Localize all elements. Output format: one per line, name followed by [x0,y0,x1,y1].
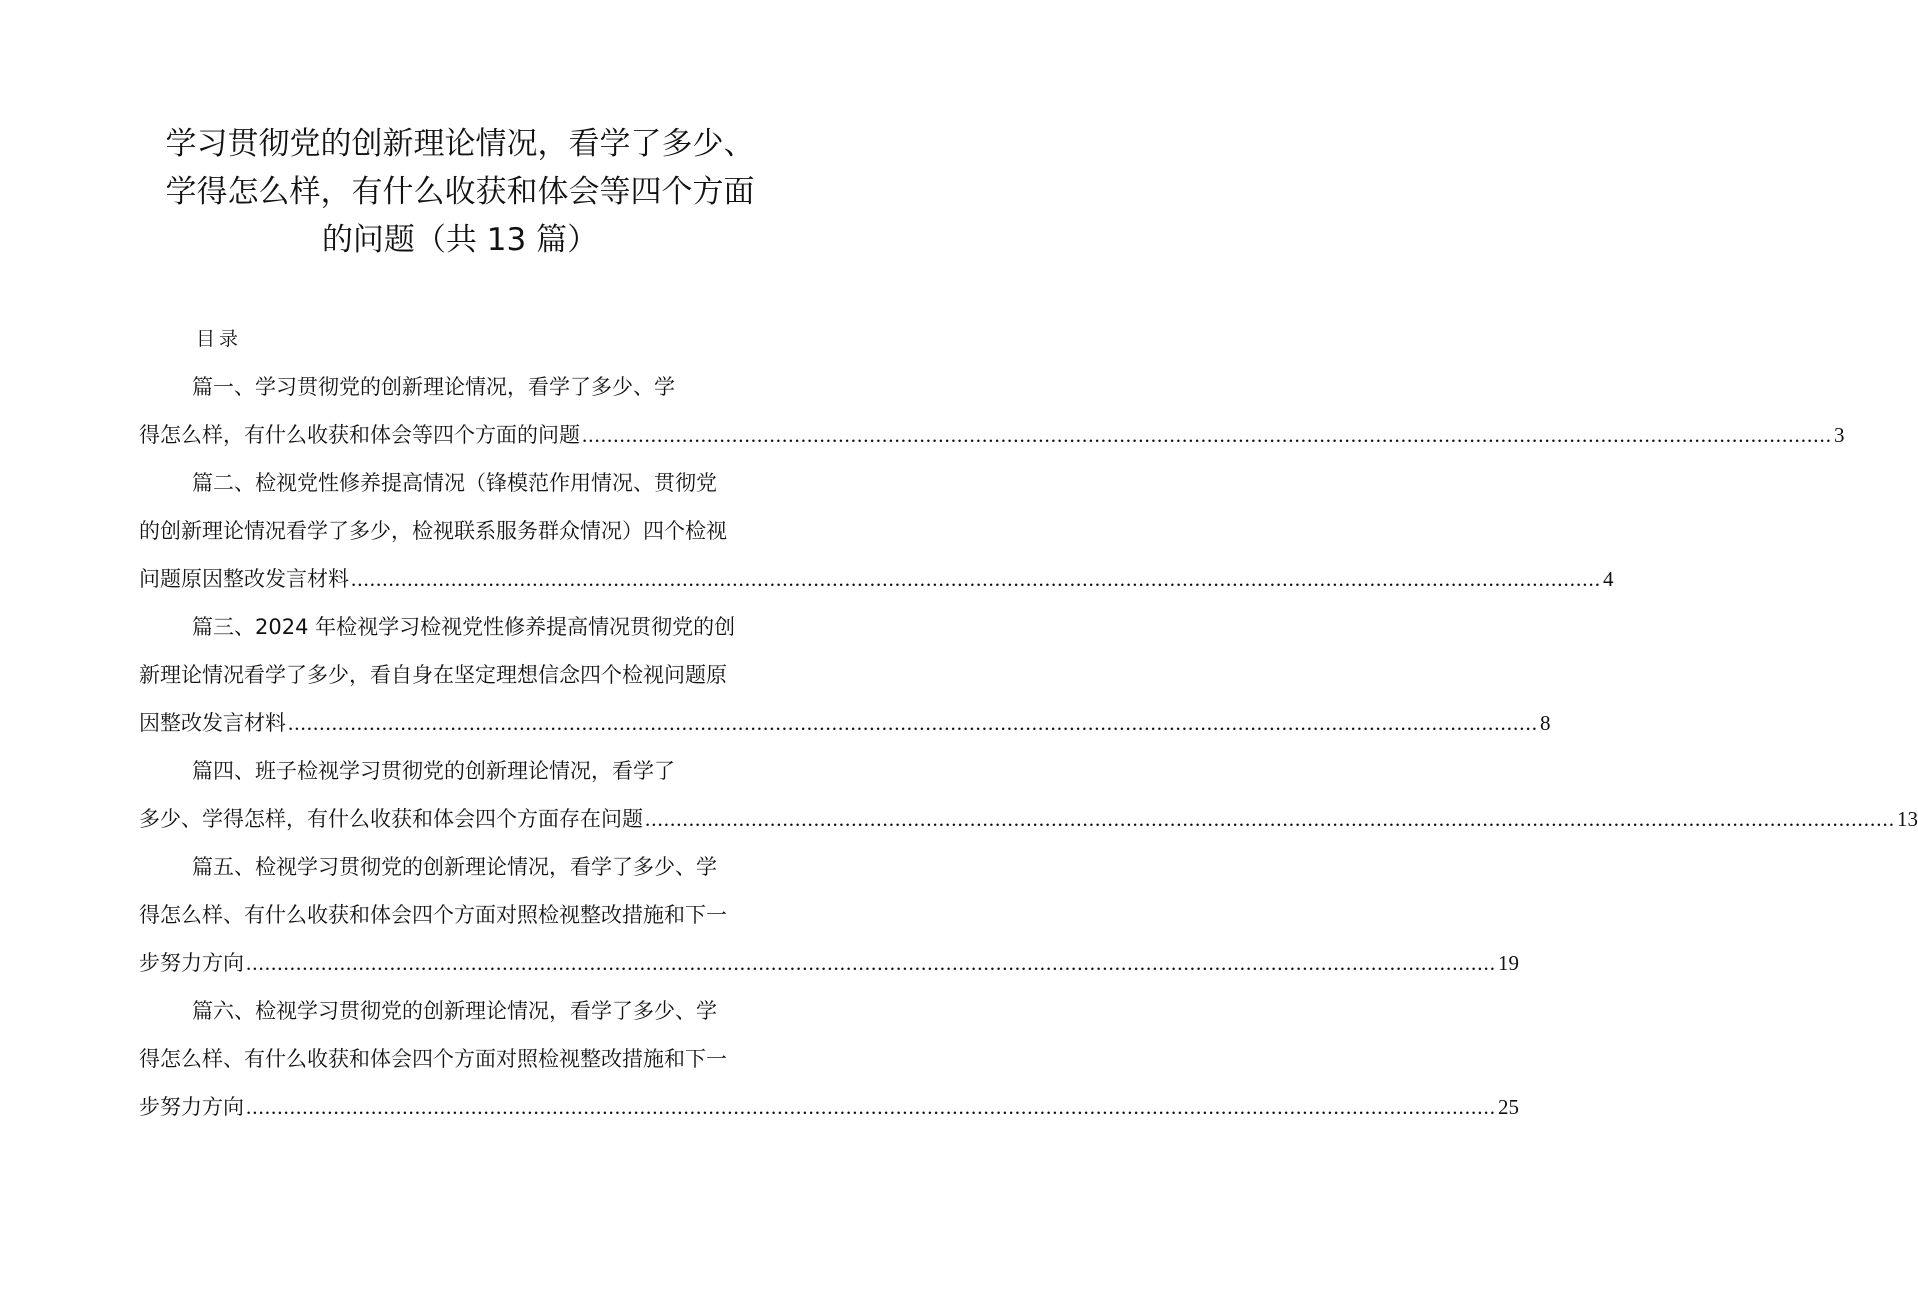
toc-page-number: 13 [1897,807,1918,831]
toc-entry-line: 篇三、2024 年检视学习检视党性修养提高情况贯彻党的创 [192,615,736,639]
toc-dot-leader: ........................................................................................................................................................................................................ [645,807,1895,831]
toc-entry-text: 步努力方向 [139,951,244,975]
toc-entry-line: 新理论情况看学了多少，看自身在坚定理想信念四个检视问题原 [139,663,727,687]
toc-page-number: 4 [1603,567,1614,591]
toc-entry-line: 篇四、班子检视学习贯彻党的创新理论情况，看学了 [192,759,675,783]
title-line: 学习贯彻党的创新理论情况，看学了多少、 [165,126,755,162]
title-line: 学得怎么样，有什么收获和体会等四个方面 [165,174,755,210]
toc-entry[interactable] [139,843,1519,987]
toc-entry-line: 篇六、检视学习贯彻党的创新理论情况，看学了多少、学 [192,999,717,1023]
toc-dot-leader: ........................................................................................................................................................................................................ [246,1095,1496,1119]
toc-entry[interactable] [139,459,1614,603]
toc-entry-line [139,939,1519,987]
toc-entry[interactable] [139,363,1845,459]
toc-entry-line [139,555,1614,603]
table-of-contents [139,363,1918,1131]
toc-page-number: 19 [1498,951,1519,975]
toc-entry-line: 篇二、检视党性修养提高情况（锋模范作用情况、贯彻党 [192,471,717,495]
toc-entry-line [139,699,1551,747]
toc-entry[interactable] [139,987,1519,1131]
toc-entry-line [139,1083,1519,1131]
document-title [120,120,800,264]
toc-page-number: 8 [1540,711,1551,735]
toc-dot-leader: ........................................................................................................................................................................................................ [351,567,1601,591]
toc-entry-text: 因整改发言材料 [139,711,286,735]
toc-page-number: 25 [1498,1095,1519,1119]
toc-entry-line: 得怎么样、有什么收获和体会四个方面对照检视整改措施和下一 [139,903,727,927]
toc-entry[interactable] [139,603,1551,747]
toc-entry-line: 篇五、检视学习贯彻党的创新理论情况，看学了多少、学 [192,855,717,879]
toc-page-number: 3 [1834,423,1845,447]
toc-dot-leader: ........................................................................................................................................................................................................ [246,951,1496,975]
toc-entry-text: 多少、学得怎样，有什么收获和体会四个方面存在问题 [139,807,643,831]
title-line: 的问题（共 13 篇） [321,222,599,258]
toc-entry[interactable] [139,747,1918,843]
toc-entry-text: 问题原因整改发言材料 [139,567,349,591]
toc-entry-text: 得怎么样，有什么收获和体会等四个方面的问题 [139,423,580,447]
toc-entry-line [139,411,1845,459]
toc-dot-leader: ........................................................................................................................................................................................................ [288,711,1538,735]
toc-entry-line: 的创新理论情况看学了多少，检视联系服务群众情况）四个检视 [139,519,727,543]
toc-dot-leader: ........................................................................................................................................................................................................ [582,423,1832,447]
toc-entry-line: 篇一、学习贯彻党的创新理论情况，看学了多少、学 [192,375,675,399]
toc-entry-line: 得怎么样、有什么收获和体会四个方面对照检视整改措施和下一 [139,1047,727,1071]
toc-heading: 目录 [196,328,243,350]
toc-entry-text: 步努力方向 [139,1095,244,1119]
toc-entry-line [139,795,1918,843]
